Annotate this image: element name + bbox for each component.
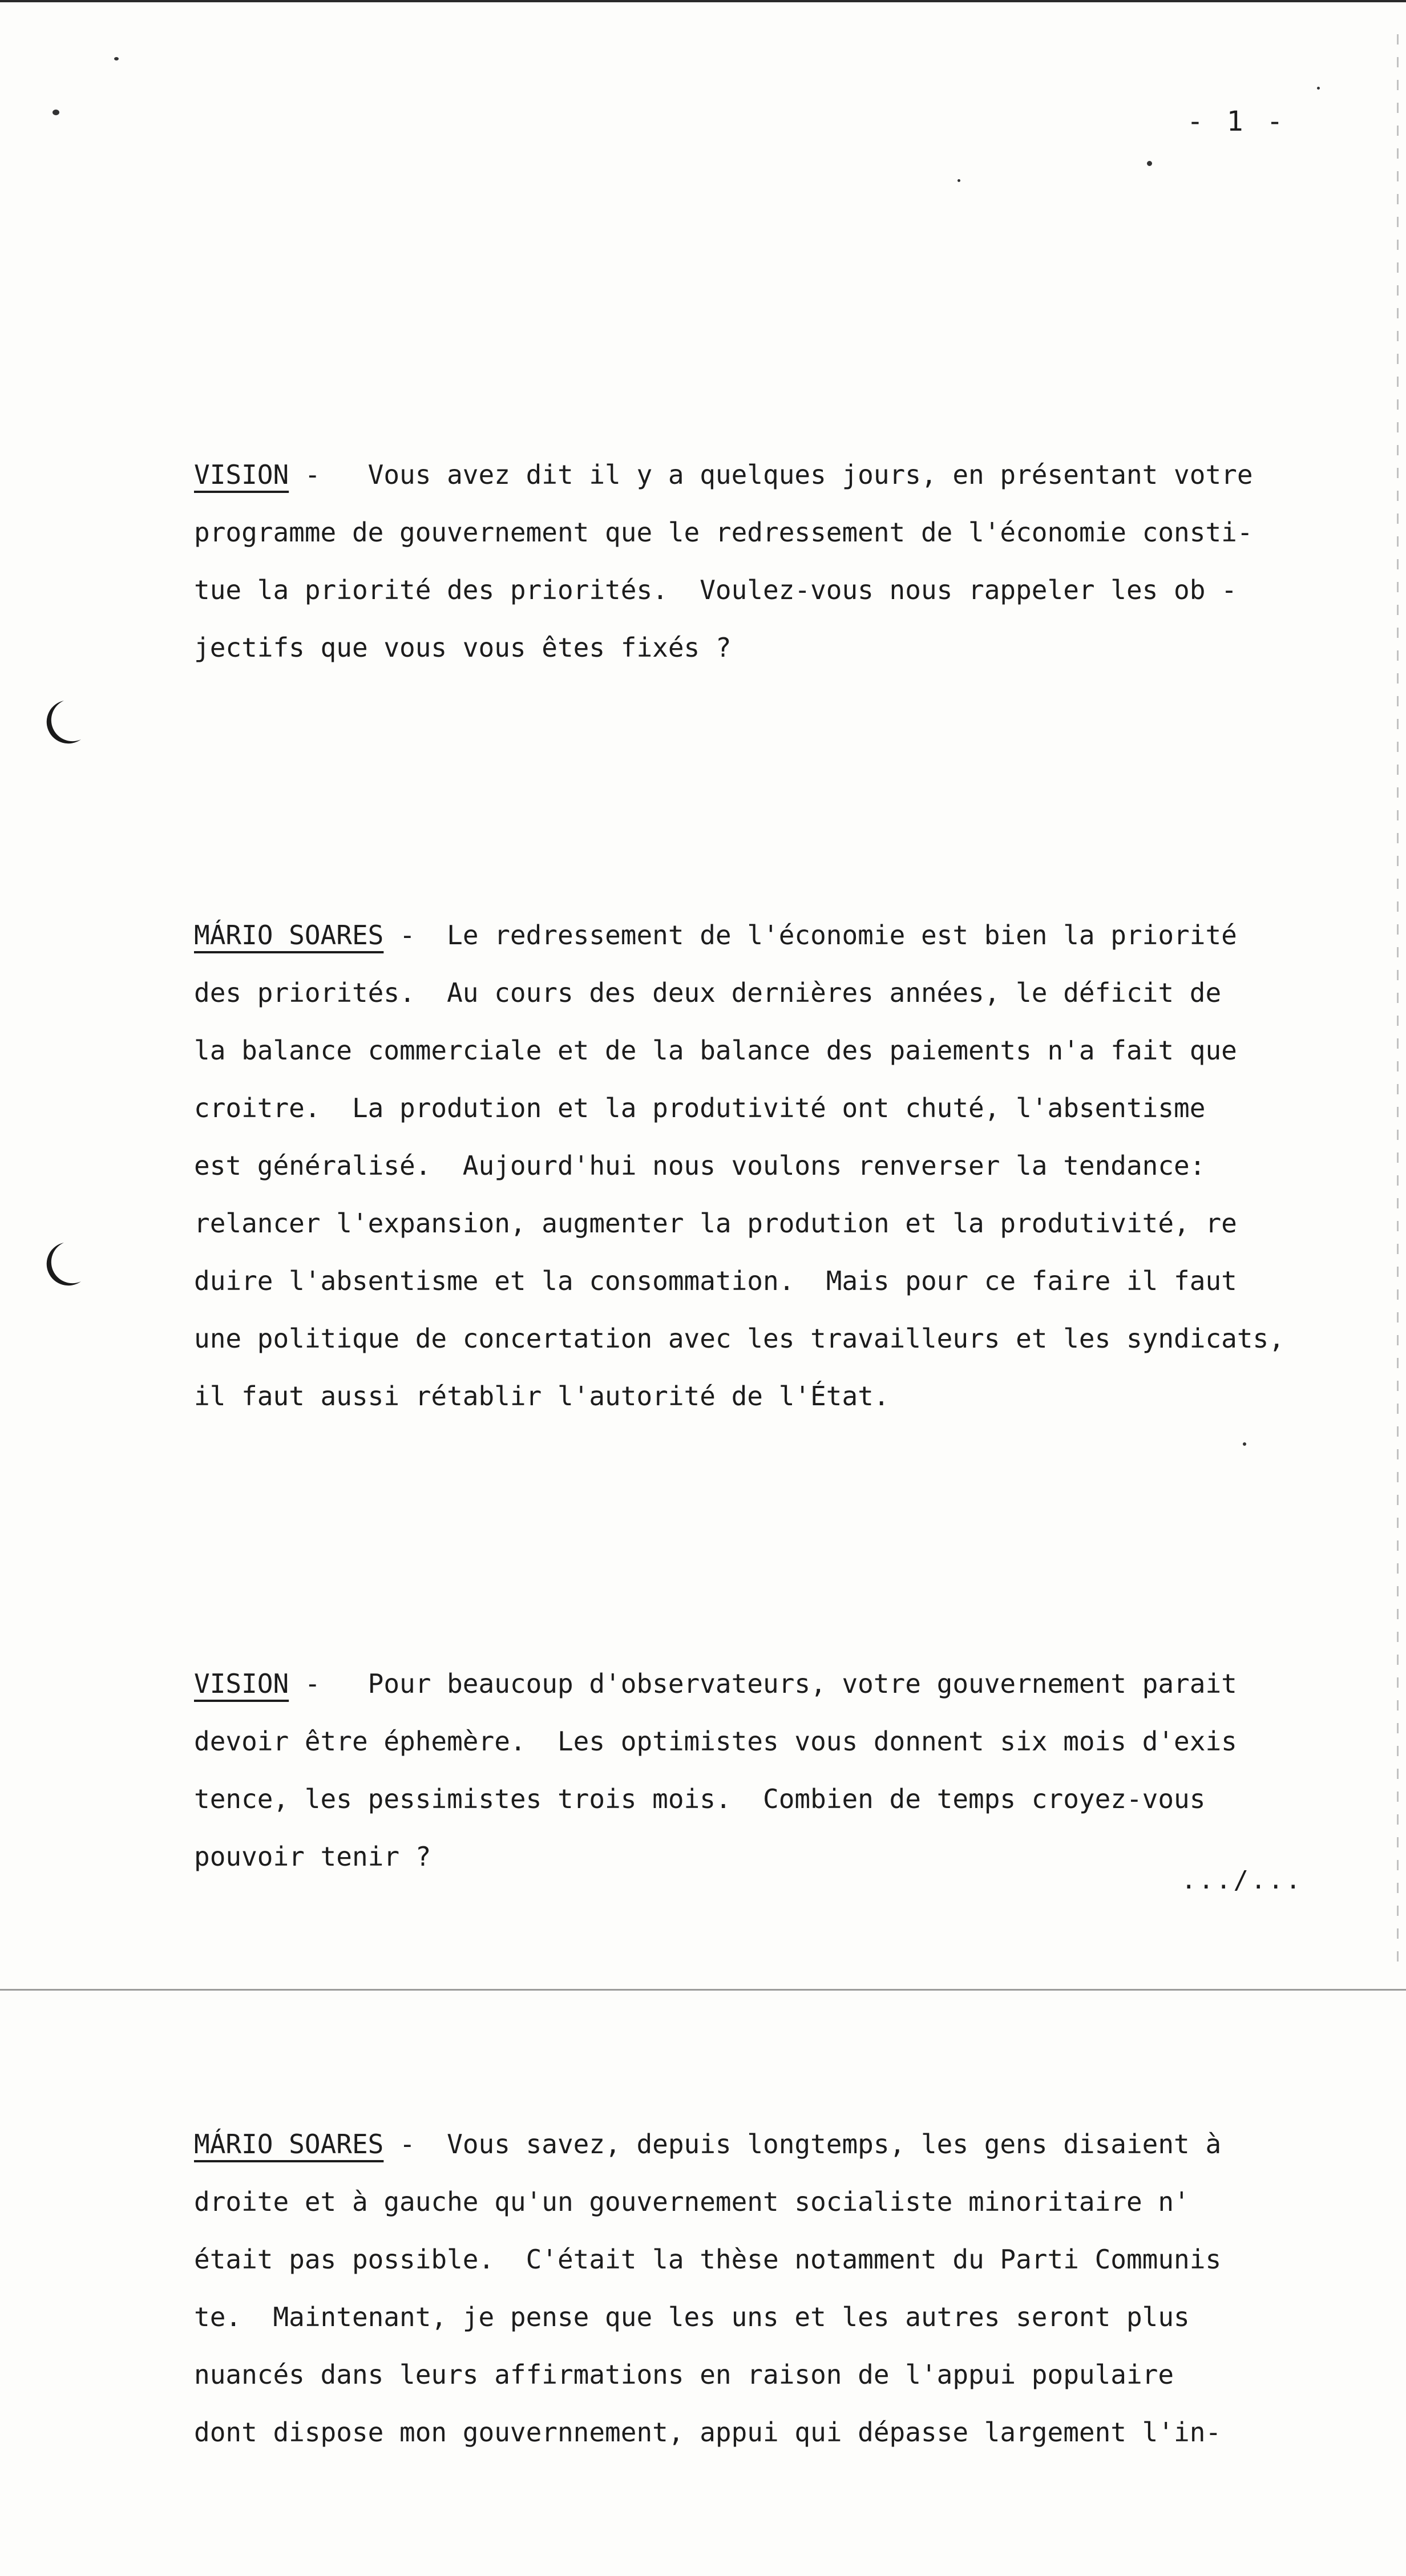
page-right-edge — [1397, 34, 1399, 1963]
speaker-label: MÁRIO SOARES — [194, 920, 384, 951]
text-line: VISION - Pour beaucoup d'observateurs, votre gouvernement parait — [194, 1668, 1237, 1699]
text-line: duire l'absentisme et la consommation. Mais pour ce faire il faut — [194, 1265, 1237, 1296]
continuation-mark: .../... — [1181, 1866, 1303, 1895]
text-line: était pas possible. C'était la thèse notamment du Parti Communis — [194, 2244, 1222, 2275]
text-line: tue la priorité des priorités. Voulez-vous nous rappeler les ob - — [194, 575, 1237, 605]
speaker-label: VISION — [194, 1668, 289, 1699]
text-line: VISION - Vous avez dit il y a quelques jours, en présentant votre — [194, 459, 1253, 490]
text-line: jectifs que vous vous êtes fixés ? — [194, 632, 732, 663]
scan-speck — [52, 110, 59, 115]
interview-text — [194, 331, 1387, 2576]
answer-paragraph — [194, 2116, 1387, 2461]
text-line: nuancés dans leurs affirmations en raison de l'appui populaire — [194, 2359, 1174, 2390]
question-paragraph — [194, 446, 1387, 677]
speaker-label: VISION — [194, 459, 289, 490]
text-line: est généralisé. Aujourd'hui nous voulons renverser la tendance: — [194, 1150, 1206, 1181]
scan-speck — [1147, 161, 1152, 166]
text-line: des priorités. Au cours des deux dernières années, le déficit de — [194, 977, 1222, 1008]
text-line: tence, les pessimistes trois mois. Combien de temps croyez-vous — [194, 1784, 1206, 1814]
text-line: devoir être éphemère. Les optimistes vous donnent six mois d'exis — [194, 1726, 1237, 1757]
text-line: croitre. La prodution et la produtivité ont chuté, l'absentisme — [194, 1093, 1206, 1123]
text-line: il faut aussi rétablir l'autorité de l'État. — [194, 1381, 890, 1412]
scan-speck — [1317, 87, 1320, 90]
binder-hole-icon — [30, 695, 84, 746]
text-line: une politique de concertation avec les travailleurs et les syndicats, — [194, 1323, 1284, 1354]
page-number: - 1 - — [1187, 106, 1287, 138]
text-line: la balance commerciale et de la balance des paiements n'a fait que — [194, 1035, 1237, 1066]
speaker-label: MÁRIO SOARES — [194, 2129, 384, 2160]
scan-speck — [957, 179, 960, 182]
text-line: programme de gouvernement que le redressement de l'économie consti- — [194, 517, 1253, 548]
text-line: dont dispose mon gouvernnement, appui qui dépasse largement l'in- — [194, 2417, 1222, 2448]
text-line: MÁRIO SOARES - Vous savez, depuis longtemps, les gens disaient à — [194, 2129, 1222, 2160]
question-paragraph — [194, 1655, 1387, 1886]
text-line: relancer l'expansion, augmenter la prodution et la produtivité, re — [194, 1208, 1237, 1239]
text-line: droite et à gauche qu'un gouvernement socialiste minoritaire n' — [194, 2186, 1190, 2217]
scan-speck — [114, 57, 119, 60]
text-line: te. Maintenant, je pense que les uns et les autres seront plus — [194, 2302, 1190, 2332]
binder-hole-icon — [30, 1237, 84, 1288]
text-line: pouvoir tenir ? — [194, 1841, 431, 1872]
answer-paragraph — [194, 907, 1387, 1425]
page-top-edge — [0, 0, 1406, 2]
text-line: MÁRIO SOARES - Le redressement de l'économie est bien la priorité — [194, 920, 1237, 951]
